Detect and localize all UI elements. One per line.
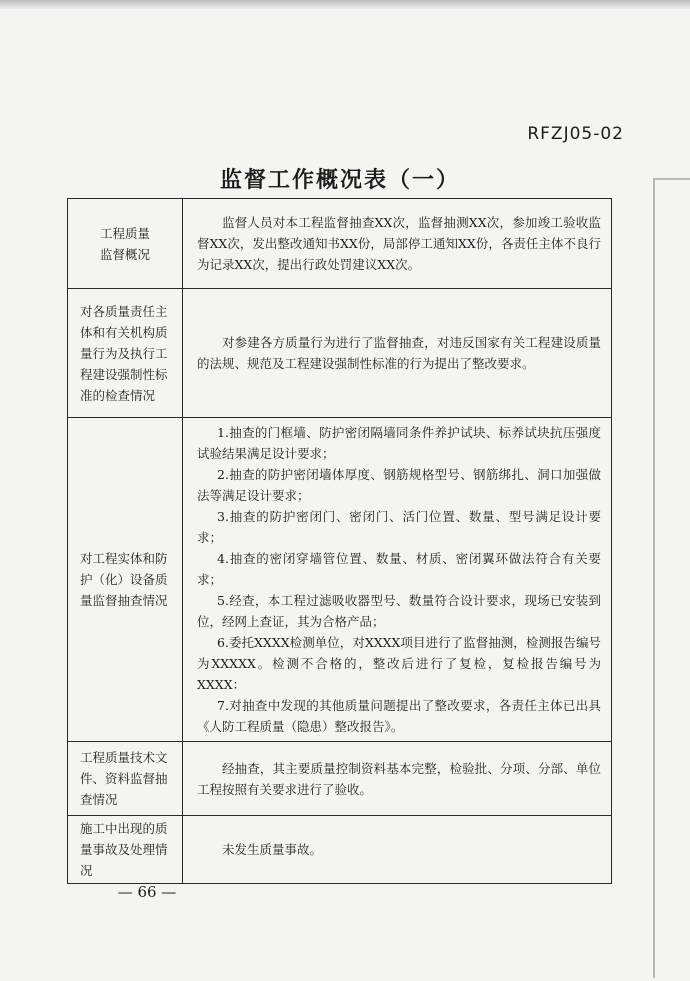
- row-label-quality-behavior-check: 对各质量责任主体和有关机构质量行为及执行工程建设强制性标准的检查情况: [68, 289, 183, 418]
- list-item: 7.对抽查中发现的其他质量问题提出了整改要求，各责任主体已出具《人防工程质量（隐患）整改报告》。: [197, 698, 601, 734]
- table-row: [68, 418, 612, 742]
- table-row: [68, 742, 612, 816]
- list-item: 2.抽查的防护密闭墙体厚度、钢筋规格型号、钢筋绑扎、洞口加强做法等满足设计要求；: [197, 467, 601, 503]
- row-label-quality-accidents: 施工中出现的质量事故及处理情况: [68, 816, 183, 884]
- row-content-quality-behavior-check: [183, 289, 612, 418]
- page-number: — 66 —: [117, 883, 177, 901]
- row-label-entity-spot-check: 对工程实体和防护（化）设备质量监督抽查情况: [68, 418, 183, 742]
- list-item: 3.抽查的防护密闭门、密闭门、活门位置、数量、型号满足设计要求；: [197, 509, 601, 545]
- row-content-entity-spot-check: [183, 418, 612, 742]
- supervision-summary-table: [67, 198, 612, 884]
- content-text: 未发生质量事故。: [222, 842, 323, 857]
- row-label-supervision-overview: 工程质量 监督概况: [68, 199, 183, 289]
- content-text: 经抽查，其主要质量控制资料基本完整，检验批、分项、分部、单位工程按照有关要求进行了验收。: [197, 760, 601, 797]
- list-item: 1.抽查的门框墙、防护密闭隔墙同条件养护试块、标养试块抗压强度试验结果满足设计要求；: [197, 425, 601, 461]
- row-content-quality-accidents: [183, 816, 612, 884]
- document-title: 监督工作概况表（一）: [219, 167, 460, 193]
- document-code: RFZJ05-02: [527, 124, 624, 144]
- row-label-technical-docs-check: 工程质量技术文件、资料监督抽查情况: [68, 742, 183, 816]
- scan-edge-right-cap: [653, 178, 690, 180]
- list-item: 4.抽查的密闭穿墙管位置、数量、材质、密闭翼环做法符合有关要求；: [197, 551, 601, 587]
- list-item: 6.委托XXXX检测单位，对XXXX项目进行了监督抽测，检测报告编号为XXXXX。检测不合格的，整改后进行了复检，复检报告编号为XXXX：: [197, 635, 601, 692]
- row-content-technical-docs-check: [183, 742, 612, 816]
- table-row: [68, 289, 612, 418]
- table-row: [68, 816, 612, 884]
- scan-edge-right: [653, 178, 655, 978]
- table-row: [68, 199, 612, 289]
- content-text: 监督人员对本工程监督抽查XX次，监督抽测XX次，参加竣工验收监督XX次，发出整改通知书XX份，局部停工通知XX份，各责任主体不良行为记录XX次，提出行政处罚建议XX次。: [197, 215, 601, 272]
- content-text: 对参建各方质量行为进行了监督抽查，对违反国家有关工程建设质量的法规、规范及工程建设强制性标准的行为提出了整改要求。: [197, 335, 601, 371]
- list-item: 5.经查，本工程过滤吸收器型号、数量符合设计要求，现场已安装到位，经网上查证，其为合格产品；: [197, 593, 601, 629]
- scan-edge-top: [0, 0, 690, 9]
- row-content-supervision-overview: [183, 199, 612, 289]
